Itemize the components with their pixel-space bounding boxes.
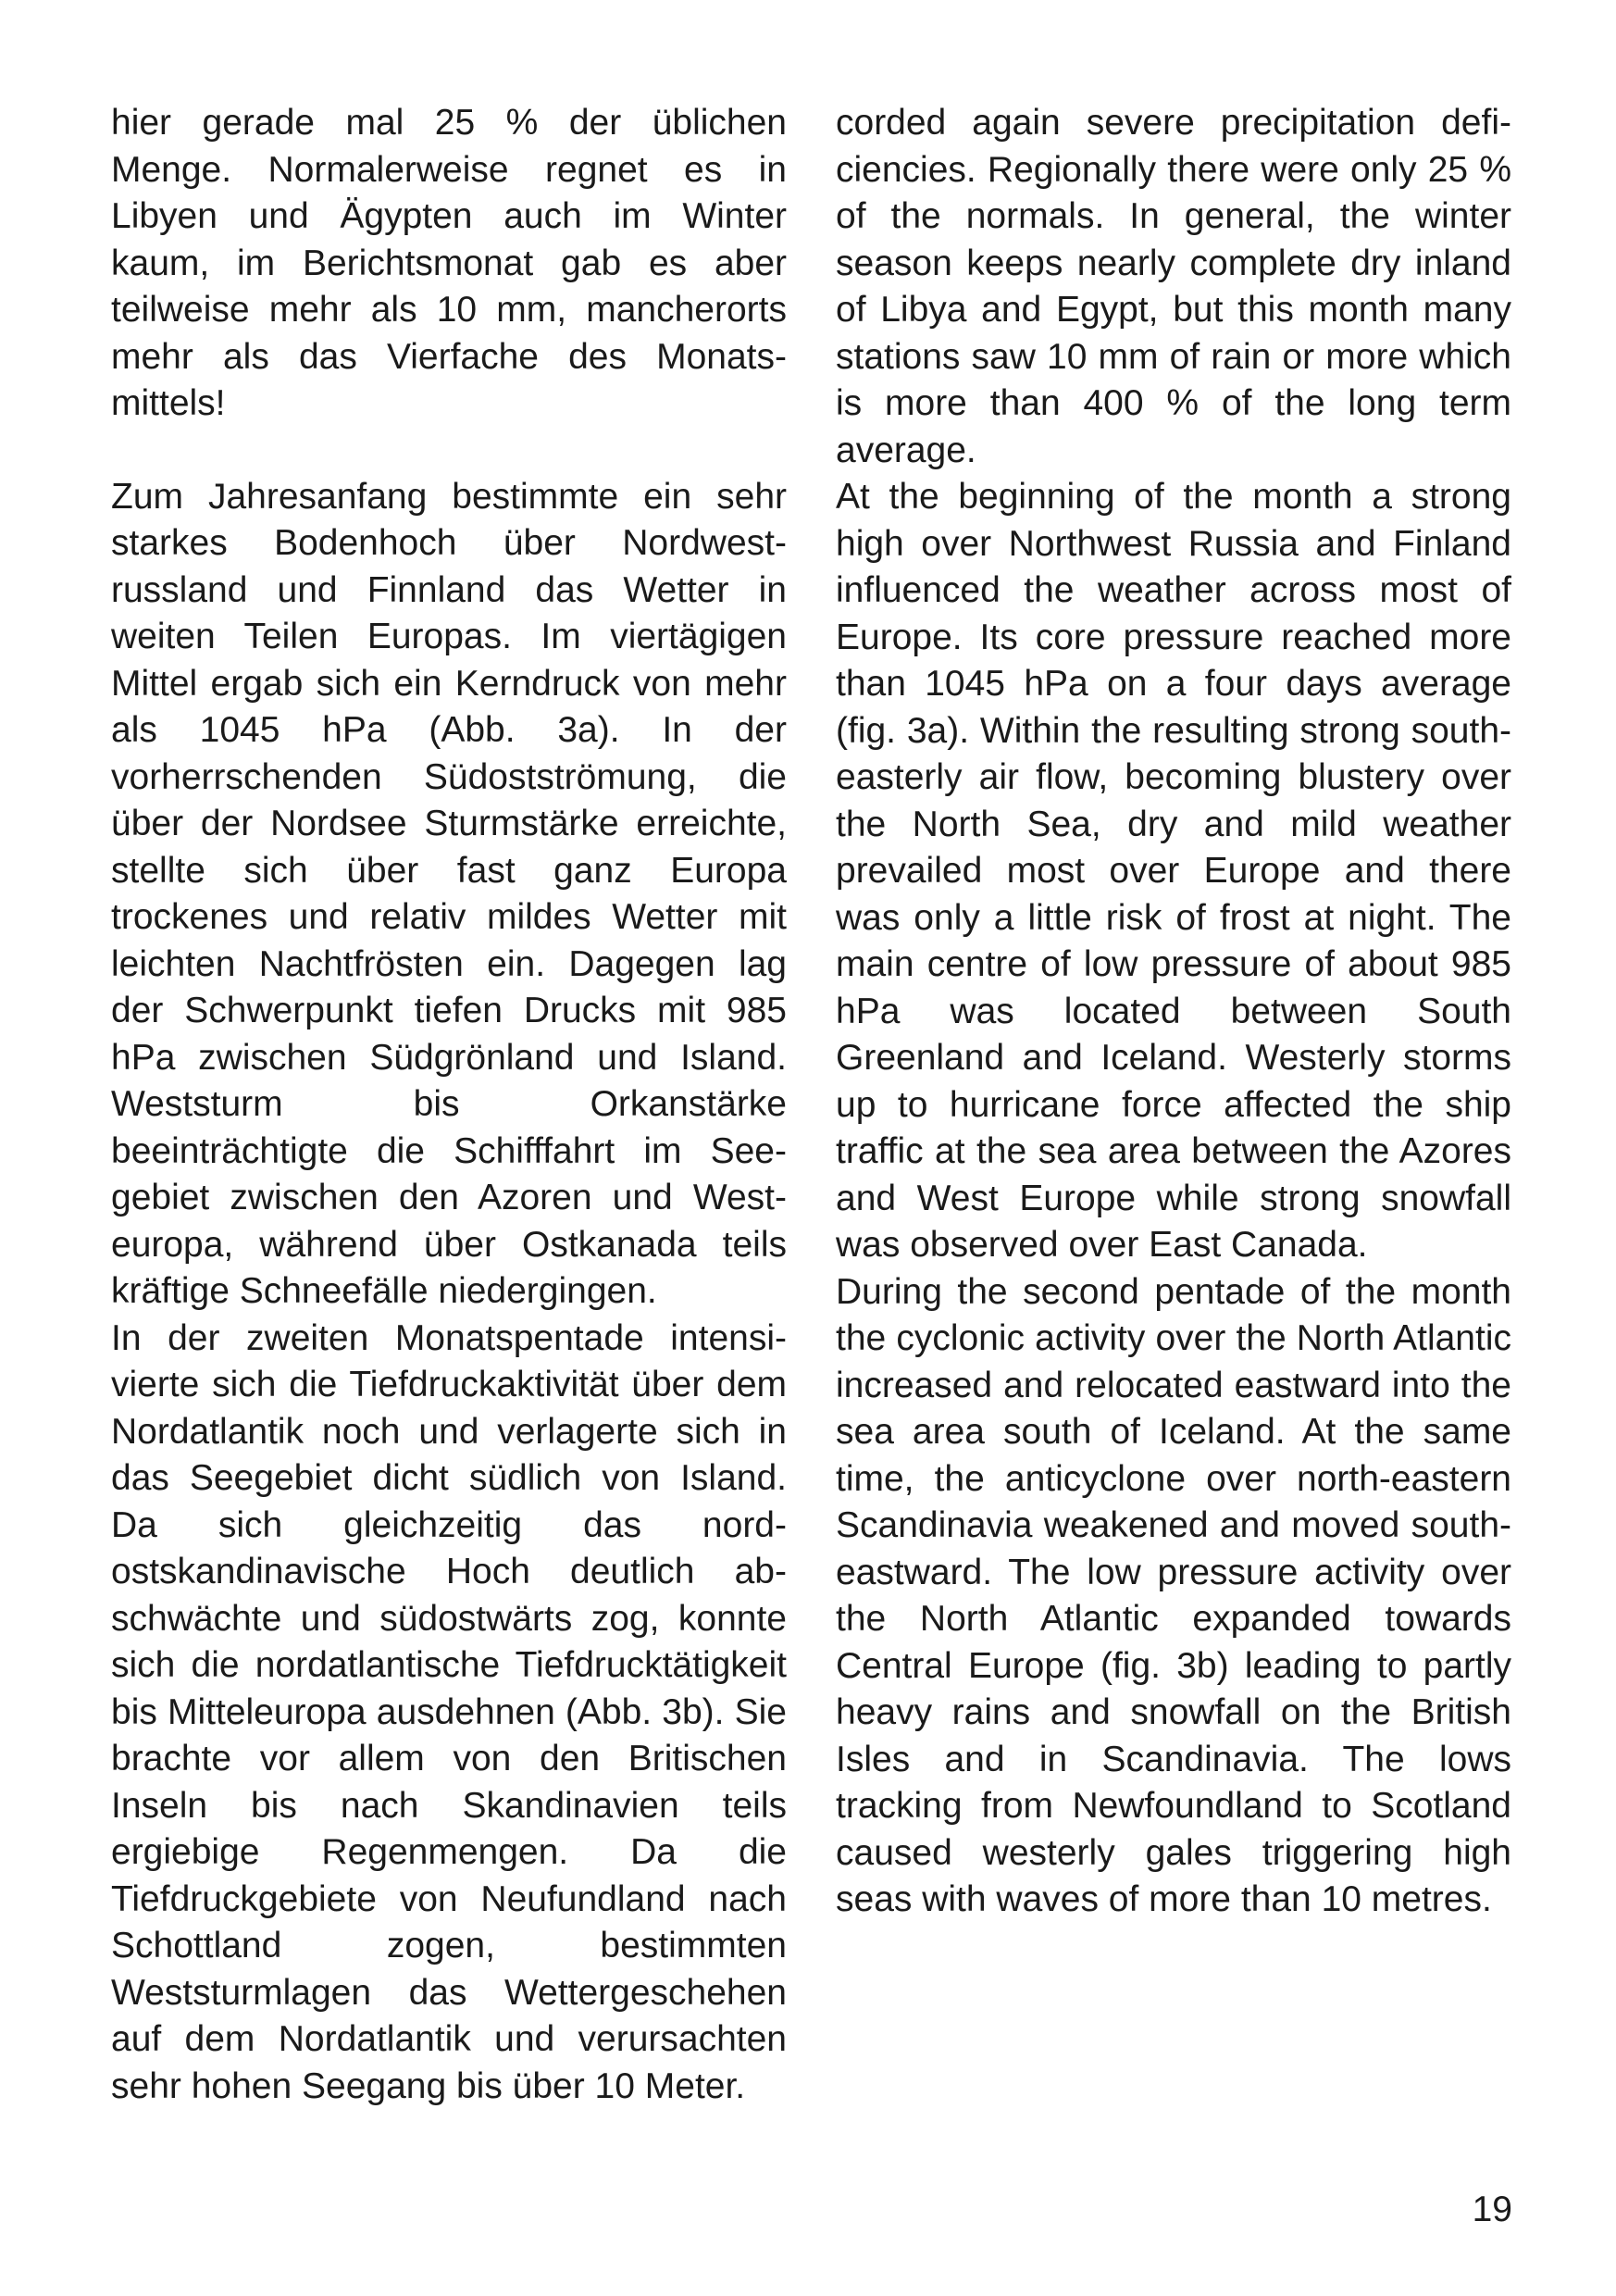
english-paragraph-high-pressure: At the beginning of the month a strong high over Northwest Russia and Finland influenced the weather across most of Europe. Its core pressure reached more than 1045 hPa on a four days average (fig. 3a). Within the resulting strong south-easterly air flow, becoming blustery over the North Sea, dry and mild weather prevailed most over Europe and there was only a little risk of frost at night. The main centre of low pressure of about 985 hPa was located between South Greenland and Iceland. Westerly storms up to hurricane force affected the ship traffic at the sea area between the Azores and West Europe while strong snowfall was observed over East Canada. — [836, 477, 1511, 1265]
german-paragraph-high-pressure: Zum Jahresanfang bestimmte ein sehr starkes Bodenhoch über Nordwestrussland und Finnland das Wetter in weiten Teilen Europas. Im viertägigen Mittel ergab sich ein Kerndruck von mehr als 1045 hPa (Abb. 3a). In der vorherrschenden Südostströmung, die über der Nordsee Sturmstärke erreichte, stellte sich über fast ganz Europa trockenes und relativ mildes Wetter mit leichten Nachtfrösten ein. Dagegen lag der Schwerpunkt tiefen Drucks mit 985 hPa zwischen Südgrönland und Island. Weststurm bis Orkanstärke beeinträchtigte die Schifffahrt im Seegebiet zwischen den Azoren und Westeuropa, während über Ostkanada teils kräftige Schneefälle niedergingen. — [111, 476, 787, 1311]
english-paragraph-second-pentade: During the second pentade of the month the cyclonic activity over the North Atlantic increased and relocated eastward into the sea area south of Iceland. At the same time, the anticyclone over north-eastern Scandinavia weakened and moved south-eastward. The low pressure activity over the North Atlantic expanded towards Central Europe (fig. 3b) leading to partly heavy rains and snowfall on the British Isles and in Scandinavia. The lows tracking from Newfoundland to Scotland caused westerly gales triggering high seas with waves of more than 10 metres. — [836, 1271, 1511, 1919]
english-paragraph-precipitation: corded again severe precipitation deficiencies. Regionally there were only 25 % of the normals. In general, the winter season keeps nearly complete dry inland of Libya and Egypt, but this month many stations saw 10 mm of rain or more which is more than 400 % of the long term average. — [836, 103, 1511, 470]
german-paragraph-second-pentade: In der zweiten Monatspentade intensivierte sich die Tiefdruckaktivität über dem Nordatlantik noch und verlagerte sich in das Seegebiet dicht südlich von Island. Da sich gleichzeitig das nordostskandinavische Hoch deutlich abschwächte und südostwärts zog, konnte sich die nordatlantische Tiefdrucktätigkeit bis Mitteleuropa ausdehnen (Abb. 3b). Sie brachte vor allem von den Britischen Inseln bis nach Skandinavien teils ergiebige Regenmengen. Da die Tiefdruckgebiete von Neufundland nach Schottland zogen, bestimmten Weststurmlagen das Wettergeschehen auf dem Nordatlantik und verursachten sehr hohen Seegang bis über 10 Meter. — [111, 1317, 787, 2106]
english-text-column — [836, 100, 1511, 1924]
german-paragraph-precipitation: hier gerade mal 25 % der üblichen Menge. Normalerweise regnet es in Libyen und Ägypten auch im Winter kaum, im Berichtsmonat gab es aber teilweise mehr als 10 mm, mancherorts mehr als das Vierfache des Monatsmittels! — [111, 103, 787, 423]
german-text-column — [111, 100, 787, 2110]
page-number: 19 — [1472, 2190, 1512, 2229]
